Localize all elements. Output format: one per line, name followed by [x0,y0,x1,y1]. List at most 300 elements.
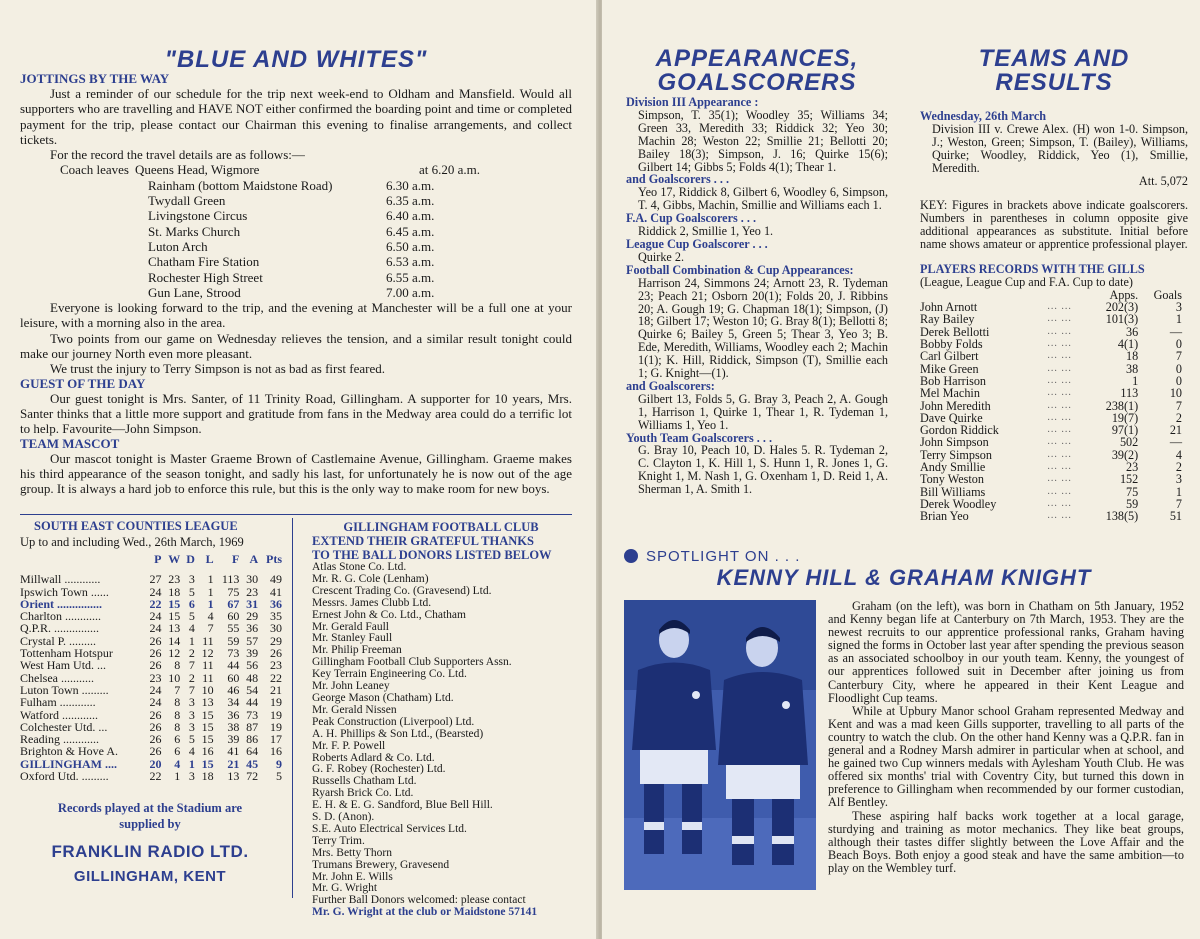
donor-item: Mrs. Betty Thorn [312,846,392,859]
league-cell: 8 [174,707,181,722]
left-page [0,0,598,939]
leader-dots: ... ... [1047,387,1072,399]
league-cell: 29 [270,633,282,648]
coach-prefix: Coach leaves [60,162,129,178]
donor-item: Mr. John E. Wills [312,870,393,883]
league-team: Crystal P. ......... [20,633,97,648]
appearances-title: APPEARANCES, [655,45,859,72]
league-team: Ipswich Town ...... [20,584,109,599]
league-team: Fulham ............ [20,695,96,710]
league-cell: 3 [188,719,195,734]
league-cell: 49 [270,572,282,587]
league-cell: 11 [202,658,214,673]
league-cell: 31 [246,596,259,611]
leader-dots: ... ... [1047,510,1072,522]
league-cell: 23 [246,584,259,599]
league-column-header: A [249,552,259,566]
league-column-header [20,553,143,573]
player-record-row [920,510,1182,522]
league-cell: 46 [227,682,240,697]
league-team: Tottenham Hotspur [20,646,113,661]
goals-column-header: Goals [1153,287,1182,302]
player-apps: 97(1) [1111,423,1139,438]
league-cell: 1 [207,584,214,599]
league-cell: 21 [270,682,282,697]
fa-cup-heading: F.A. Cup Goalscorers . . . [626,211,757,226]
league-cell: 8 [174,695,181,710]
league-cell: 1 [207,572,214,587]
donor-item: George Mason (Chatham) Ltd. [312,691,454,704]
player-name: Gordon Riddick [920,423,999,438]
league-cell: 15 [201,732,214,747]
league-cell: 23 [168,572,181,587]
leader-dots: ... ... [1047,301,1072,313]
jottings-paragraph: We trust the injury to Terry Simpson is not as bad as first feared. [50,361,386,377]
leader-dots: ... ... [1047,399,1072,411]
donor-item: E. H. & E. G. Sandford, Blue Bell Hill. [312,799,493,812]
guest-text: Our guest tonight is Mrs. Santer, of 11 Trinity Road, Gillingham. A supporter for 10 years, Mrs. Santer thinks that a little more support and gratitude from fans in the Medway area could do a terrific lot to help. Favourite—John Simpson. [20,390,572,437]
coach-stop-place: Gun Lane, Strood [148,284,241,300]
league-cell: 9 [276,756,282,771]
league-cell: 3 [188,572,195,587]
donor-item: Mr. Stanley Faull [312,632,393,645]
jottings-paragraph: Just a reminder of our schedule for the trip next week-end to Oldham and Mansfield. Would all supporters who are travelling and HAVE NOT either confirmed the boarding point and time or completed payment for the trip, please contact our Chairman this evening to finalise arrangements, and collect tickets. [20,86,572,147]
league-cell: 7 [207,621,214,636]
player-record-row [920,473,1182,485]
league-cell: 24 [149,695,162,710]
league-cell: 26 [149,707,162,722]
guest-heading: GUEST OF THE DAY [20,375,146,391]
league-team: GILLINGHAM .... [20,756,118,771]
league-cell: 4 [188,744,195,759]
player-name: Tony Weston [920,472,984,487]
player-record-row [920,387,1182,399]
donor-item: Roberts Adlard & Co. Ltd. [312,751,435,764]
coach-stop-time: 6.45 a.m. [386,223,435,239]
player-name: Bob Harrison [920,373,987,388]
leader-dots: ... ... [1047,497,1072,509]
league-cell: 30 [246,572,259,587]
league-cell: 26 [149,744,162,759]
leader-dots: ... ... [1047,338,1072,350]
league-cell: 41 [227,744,240,759]
league-cell: 2 [188,670,195,685]
league-cell: 3 [188,707,195,722]
league-cell: 60 [227,609,240,624]
league-cell: 59 [227,633,240,648]
player-record-row [920,313,1182,325]
league-cell: 19 [270,719,282,734]
league-cell: 15 [168,596,181,611]
league-cell: 1 [174,769,181,784]
league-column-header: F [232,552,240,566]
league-cell: 16 [201,744,214,759]
divider [20,514,572,515]
league-cell: 39 [246,646,259,661]
league-cell: 5 [276,769,282,784]
player-apps: 18 [1126,349,1139,364]
league-cell: 18 [168,584,181,599]
league-cell: 18 [201,769,214,784]
column-divider [292,518,293,898]
league-header-row [20,553,282,573]
mascot-text: Our mascot tonight is Master Graeme Brown of Castlemaine Avenue, Gillingham. Graeme makes his third appearance of the season tonight, and sadly his last, for unfortunately he is now out of the age group. It is always a hard job to enforce this rule, but this is the only way to make room for new boys. [20,450,572,497]
player-goals: — [1169,435,1182,450]
league-cell: 20 [149,756,162,771]
player-name: Derek Woodley [920,496,997,511]
leader-dots: ... ... [1047,436,1072,448]
league-cell: 113 [221,572,240,587]
league-cell: 44 [227,658,240,673]
player-name: Carl Gilbert [920,349,979,364]
league-cell: 5 [188,732,195,747]
league-cell: 34 [227,695,240,710]
advert-company: FRANKLIN RADIO LTD. [51,842,249,861]
teams-section [920,110,1188,523]
player-goals: 10 [1169,386,1182,401]
leader-dots: ... ... [1047,424,1072,436]
player-goals: 21 [1169,423,1182,438]
league-cell: 86 [246,732,259,747]
player-name: Bobby Folds [920,337,983,352]
league-cell: 6 [188,596,195,611]
player-goals: — [1169,324,1182,339]
donor-item: Atlas Stone Co. Ltd. [312,561,407,573]
bio-paragraph: These aspiring half backs work together at a local garage, sturdying and training as motor mechanics. They like beat groups, although their tastes differ slightly between the Love Affair and the Beach Boys. Both enjoy a good steak and have the same ambition—to play on the Wembley turf. [828,808,1184,875]
league-cell: 12 [168,646,181,661]
coach-stop-row [20,224,572,239]
player-apps: 238(1) [1105,398,1139,413]
donor-item: Russells Chatham Ltd. [312,775,417,788]
combination-goals-heading: and Goalscorers: [626,378,715,393]
donor-item: S.E. Auto Electrical Services Ltd. [312,822,467,835]
league-heading: SOUTH EAST COUNTIES LEAGUE [34,519,238,533]
player-name: Ray Bailey [920,312,975,327]
league-cell: 55 [227,621,240,636]
player-apps: 1 [1132,373,1139,388]
player-goals: 0 [1175,373,1182,388]
league-cell: 8 [174,658,181,673]
league-cell: 6 [174,744,181,759]
league-cell: 26 [270,646,282,661]
blue-and-whites-title: "BLUE AND WHITES" [164,46,428,73]
match-result: Division III v. Crewe Alex. (H) won 1-0. Simpson, J.; Weston, Green; Simpson, T. (Bailey), Williams, Quirke; Woodley, Riddick, Yeo (1), Smillie, Meredith. [932,121,1188,175]
league-cell: 44 [246,695,259,710]
coach-timetable [20,162,572,300]
league-row [20,696,282,708]
donor-item: Mr. Philip Freeman [312,644,402,657]
league-cell: 13 [168,621,181,636]
advert-line: Records played at the Stadium are [57,801,243,815]
league-cell: 24 [149,609,162,624]
player-name: Mel Machin [920,386,980,401]
player-record-row [920,400,1182,412]
appearances-section [626,96,888,496]
coach-stop-row [20,208,572,223]
coach-stop-place: Twydall Green [148,193,226,209]
league-cell: 41 [270,584,282,599]
advert-town: GILLINGHAM, KENT [73,868,227,885]
league-cell: 21 [227,756,240,771]
player-apps: 39(2) [1111,447,1139,462]
league-cell: 3 [188,695,195,710]
league-cell: 1 [207,596,214,611]
league-cell: 35 [270,609,282,624]
player-goals: 7 [1175,349,1182,364]
player-goals: 1 [1175,312,1182,327]
league-team: Chelsea ........... [20,670,94,685]
coach-stop-time: 7.00 a.m. [386,284,435,300]
jottings-paragraph: Two points from our game on Wednesday relieves the tension, and a similar result tonight could make our journey North even more pleasant. [20,330,572,362]
league-team: Luton Town ......... [20,682,109,697]
donors-heading: EXTEND THEIR GRATEFUL THANKS [312,534,534,548]
donor-item: G. F. Robey (Rochester) Ltd. [312,763,446,776]
donors-heading: GILLINGHAM FOOTBALL CLUB [343,520,539,534]
player-record-row [920,350,1182,362]
youth-goalscorers: G. Bray 10, Peach 10, D. Hales 5. R. Tydeman 2, C. Clayton 1, K. Hill 1, S. Hunn 1, R. Jones 1, G. Knight 1, M. Nash 1, G. Oxenham 1, D. Reid 1, A. Sherman 1, A. Smith 1. [638,443,888,497]
league-cell: 19 [270,707,282,722]
player-goals: 2 [1175,460,1182,475]
jottings-paragraph: Everyone is looking forward to the trip, and the evening at Manchester will be a full one at your leisure, with a morning also in the area. [20,300,572,331]
player-apps: 23 [1126,460,1139,475]
bullet-icon [624,549,638,563]
player-name: Andy Smillie [920,460,986,475]
league-cell: 7 [188,682,195,697]
league-cell: 22 [149,769,162,784]
player-apps: 101(3) [1105,312,1139,327]
player-name: John Arnott [920,300,978,315]
appearances-title-block [626,42,888,95]
league-team: West Ham Utd. ... [20,658,107,673]
league-cell: 39 [227,732,240,747]
jottings-paragraph: For the record the travel details are as follows:— [50,147,305,163]
player-name: Terry Simpson [920,447,992,462]
league-row [20,709,282,721]
league-cell: 27 [149,572,162,587]
league-team: Charlton ............ [20,609,101,624]
records-subheading: (League, League Cup and F.A. Cup to date) [920,274,1133,289]
league-cell: 24 [149,584,162,599]
coach-stop-row [20,193,572,208]
player-goals: 1 [1175,484,1182,499]
donor-item: Mr. Gerald Faull [312,620,389,633]
league-cell: 22 [270,670,282,685]
youth-heading: Youth Team Goalscorers . . . [626,430,773,445]
league-team: Colchester Utd. ... [20,719,108,734]
donor-item: Mr. G. Wright [312,882,378,895]
league-cell: 10 [201,682,214,697]
advert-line: supplied by [119,817,181,831]
player-name: Mike Green [920,361,979,376]
league-cell: 23 [270,658,282,673]
league-cell: 26 [149,646,162,661]
league-cell: 57 [246,633,259,648]
franklin-radio-advert [20,800,280,885]
coach-stop-row [20,285,572,300]
attendance: Att. 5,072 [1138,173,1188,188]
league-cell: 15 [201,719,214,734]
league-cup-heading: League Cup Goalscorer . . . [626,236,768,251]
league-cell: 73 [246,707,259,722]
league-column-header: Pts [266,552,282,566]
combination-heading: Football Combination & Cup Appearances: [626,262,854,277]
league-cell: 10 [168,670,181,685]
player-apps: 113 [1120,386,1139,401]
players-photo [624,600,816,890]
player-name: Derek Bellotti [920,324,990,339]
donor-item: Ernest John & Co. Ltd., Chatham [312,608,466,621]
player-apps: 502 [1119,435,1139,450]
player-apps: 59 [1126,496,1139,511]
coach-stop-time: 6.30 a.m. [386,177,435,193]
league-cell: 26 [149,633,162,648]
player-name: John Simpson [920,435,989,450]
player-goals: 7 [1175,496,1182,511]
coach-stop-time: 6.50 a.m. [386,238,435,254]
donor-item: Crescent Trading Co. (Gravesend) Ltd. [312,584,492,597]
leader-dots: ... ... [1047,325,1072,337]
div3-heading: Division III Appearance : [626,95,759,109]
player-goals: 51 [1169,509,1182,524]
donor-item: Messrs. James Clubb Ltd. [312,596,432,609]
league-column-header: W [168,552,181,566]
league-column-header: L [205,552,214,566]
league-cell: 72 [246,769,259,784]
league-cell: 26 [149,658,162,673]
apps-column-header: Apps. [1109,287,1139,302]
teams-title: TEAMS AND [978,45,1130,72]
league-cell: 4 [207,609,214,624]
donors-footer [312,907,570,919]
league-cell: 3 [188,769,195,784]
player-goals: 7 [1175,398,1182,413]
league-team: Watford ............ [20,707,99,722]
coach-stop-time: at 6.20 a.m. [418,162,480,178]
donor-item: Peak Construction (Liverpool) Ltd. [312,715,475,728]
league-cell: 1 [188,756,195,771]
league-team: Orient ............... [20,596,102,611]
bio-paragraph: Graham (on the left), was born in Chatham on 5th January, 1952 and Kenny began life at Canterbury on 7th March, 1953. They are the newest recruits to our apprentice professional ranks, Graham having signed the forms in October last year after spending the previous season as an associated schoolboy in our youth team. Kenny, the youngest of our apprentices followed suit in December after joining us from Canterbury City, where he appeared in their Kent League and Floodlight Cup teams. [828,599,1184,705]
teams-title-block [920,42,1188,95]
leader-dots: ... ... [1047,461,1072,473]
league-cell: 73 [227,646,240,661]
goals-heading: and Goalscorers . . . [626,172,730,187]
league-cell: 67 [227,596,240,611]
donor-item: Trumans Brewery, Gravesend [312,858,450,871]
league-team: Q.P.R. ............... [20,621,100,636]
coach-stop-row [20,270,572,285]
spotlight-section [624,548,1184,589]
league-cell: 30 [270,621,282,636]
donor-item: Key Terrain Engineering Co. Ltd. [312,668,467,681]
league-row [20,659,282,671]
player-goals: 2 [1175,410,1182,425]
spotlight-text [828,600,1184,875]
league-team: Reading ............ [20,732,99,747]
coach-stop-row [20,239,572,254]
league-cell: 29 [246,609,259,624]
league-row [20,745,282,757]
league-cell: 87 [246,719,259,734]
league-cell: 17 [270,732,282,747]
player-apps: 4(1) [1117,337,1139,352]
league-cell: 11 [202,670,214,685]
league-cell: 38 [227,719,240,734]
goalscorers-title: GOALSCORERS [657,69,857,96]
player-goals: 3 [1175,472,1182,487]
league-team: Oxford Utd. ......... [20,769,109,784]
league-table-section [20,520,280,782]
coach-stop-row [20,178,572,193]
leader-dots: ... ... [1047,350,1072,362]
league-cell: 13 [201,695,214,710]
league-cell: 7 [188,658,195,673]
records-heading: PLAYERS RECORDS WITH THE GILLS [920,262,1145,277]
league-cell: 4 [174,756,181,771]
spotlight-label: SPOTLIGHT ON . . . [646,548,801,565]
donor-item: Mr. Gerald Nissen [312,703,397,716]
league-cell: 7 [174,682,181,697]
combination-goalscorers: Gilbert 13, Folds 5, G. Bray 3, Peach 2, A. Gough 1, Harrison 1, Quirke 1, Thear 1, R. Tydeman 1, Williams 1, Yeo 1. [638,391,888,432]
league-cell: 24 [149,621,162,636]
donor-item: Terry Trim. [312,834,365,847]
players-photo-image [624,600,816,890]
leader-dots: ... ... [1047,374,1072,386]
league-date: Up to and including Wed., 26th March, 1969 [20,534,244,549]
league-cup-scorers: Quirke 2. [638,249,685,264]
coach-stop-time: 6.40 a.m. [386,208,435,224]
div3-goalscorers: Yeo 17, Riddick 8, Gilbert 6, Woodley 6, Simpson, T. 4, Gibbs, Machin, Smillie and Williams each 1. [638,185,888,213]
div3-appearances: Simpson, T. 35(1); Woodley 35; Williams 34; Green 33, Meredith 33; Riddick 32; Yeo 30; Machin 28; Weston 22; Smillie 21; Bellotti 20; Bailey 18(3); Simpson, J. 16; Quirke 15(6); Gilbert 14; Gibbs 5; Folds 4(1); Thear 1. [638,107,888,174]
league-cell: 1 [188,633,195,648]
coach-stop-time: 6.35 a.m. [386,193,435,209]
donor-item: Ryarsh Brick Co. Ltd. [312,787,414,800]
league-cell: 56 [246,658,259,673]
league-cell: 24 [149,682,162,697]
league-cell: 64 [246,744,259,759]
combination-appearances: Harrison 24, Simmons 24; Arnott 23, R. Tydeman 23; Peach 21; Osborn 20(1); Folds 20, J. Ribbins 20; A. Gough 19; G. Chapman 18(1); Simpson, (J) 18; Gilbert 17; Weston 10; G. Bray 8(1); Bellotti 8; Quirke 6; Bailey 5, Green 5; Thear 3, Yeo 3; B. Ede, Meredith, Williams, Woodley each 2; Machin 1(1); K. Hill, Riddick, Simpson (T), Smillie each 1; G. Knight—(1). [638,275,888,381]
coach-stop-place: Chatham Fire Station [148,254,260,270]
player-records-table [920,289,1182,523]
league-column-header: P [154,552,162,566]
player-apps: 138(5) [1105,509,1139,524]
league-cell: 15 [201,707,214,722]
player-goals: 0 [1175,337,1182,352]
key-text: KEY: Figures in brackets above indicate goalscorers. Numbers in parentheses in column opposite give additional appearances as substitute. Initial before name shows amateur or apprentice professional player. [920,198,1188,252]
coach-stop-time: 6.53 a.m. [386,254,435,270]
jottings-heading: JOTTINGS BY THE WAY [20,71,170,86]
coach-stop-place: Rainham (bottom Maidstone Road) [148,177,333,193]
coach-stop-place: Queens Head, Wigmore [134,162,260,178]
player-goals: 4 [1175,447,1182,462]
mascot-heading: TEAM MASCOT [20,435,120,451]
player-goals: 0 [1175,361,1182,376]
donors-list [312,562,570,895]
coach-stop-place: Luton Arch [148,238,208,254]
league-cell: 12 [201,646,214,661]
league-cell: 75 [227,584,240,599]
player-name: Brian Yeo [920,509,969,524]
league-cell: 8 [174,719,181,734]
coach-stop-row [20,254,572,269]
league-cell: 15 [201,756,214,771]
league-cell: 16 [270,744,282,759]
player-record-row [920,436,1182,448]
coach-stop-place: Livingstone Circus [148,208,248,224]
player-apps: 202(3) [1105,300,1139,315]
ball-donors-section [312,520,570,919]
donors-heading: TO THE BALL DONORS LISTED BELOW [312,548,552,562]
